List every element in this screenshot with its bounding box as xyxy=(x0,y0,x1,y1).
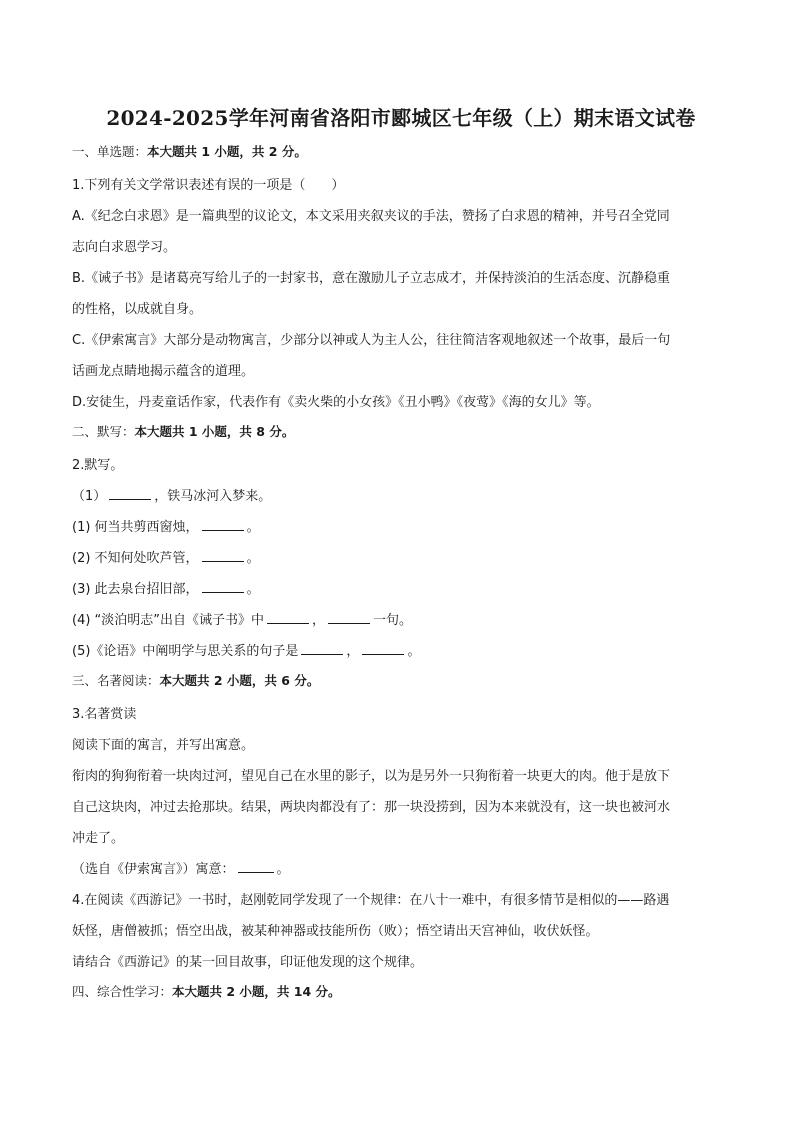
fable-text xyxy=(72,761,730,854)
section-header-2 xyxy=(72,422,730,442)
dictation-item-prefix: （1） xyxy=(72,489,107,504)
dictation-item-separator: ， xyxy=(346,644,360,659)
question-4-line-2: 妖怪，唐僧被抓；悟空出战，被某种神器或技能所伤（败）；悟空请出天宫神仙，收伏妖怪。 xyxy=(72,924,599,939)
section-header-1 xyxy=(72,142,730,162)
question-4-prompt: 请结合《西游记》的某一回目故事，印证他发现的这个规律。 xyxy=(72,955,424,970)
page-title: 2024-2025学年河南省洛阳市郾城区七年级（上）期末语文试卷 xyxy=(106,106,696,130)
fable-source-suffix: 。 xyxy=(276,862,290,877)
section-name: 三、名著阅读： xyxy=(72,673,160,688)
fable-line-1: 衔肉的狗狗衔着一块肉过河，望见自己在水里的影子，以为是另外一只狗衔着一块更大的肉。他于是放下 xyxy=(72,769,671,784)
option-b-line-1: B.《诫子书》是诸葛亮写给儿子的一封家书，意在激励儿子立志成才，并保持淡泊的生活态度、沉静稳重 xyxy=(72,271,671,286)
option-d: D.安徒生，丹麦童话作家，代表作有《卖火柴的小女孩》《丑小鸭》《夜莺》《海的女儿》等。 xyxy=(72,395,600,410)
fable-line-2: 自己这块肉，冲过去抢那块。结果，两块肉都没有了：那一块没捞到，因为本来就没有，这一块也被河水 xyxy=(72,800,671,815)
option-a-line-1: A.《纪念白求恩》是一篇典型的议论文，本文采用夹叙夹议的手法，赞扬了白求恩的精神，并号召全党同 xyxy=(72,209,670,224)
dictation-item-suffix: 。 xyxy=(246,551,260,566)
option-c-line-2: 话画龙点睛地揭示蕴含的道理。 xyxy=(72,364,255,379)
dictation-item-suffix: 。 xyxy=(407,644,421,659)
dictation-item-suffix: 。 xyxy=(246,582,260,597)
option-c xyxy=(72,325,730,387)
section-desc: 本大题共 2 小题，共 14 分。 xyxy=(172,984,341,999)
dictation-item-prefix: (4) “淡泊明志”出自《诫子书》中 xyxy=(72,613,265,628)
answer-blank[interactable] xyxy=(301,640,343,655)
question-3-stem: 3.名著赏读 xyxy=(72,707,137,722)
answer-blank[interactable] xyxy=(202,547,244,562)
answer-blank[interactable] xyxy=(202,516,244,531)
answer-blank[interactable] xyxy=(202,578,244,593)
section-name: 一、单选题： xyxy=(72,144,148,159)
dictation-item-prefix: (5)《论语》中阐明学与思关系的句子是 xyxy=(72,644,299,659)
dictation-item-prefix: (3) 此去泉台招旧部， xyxy=(72,582,199,597)
dictation-item-suffix: ，铁马冰河入梦来。 xyxy=(154,489,272,504)
option-a xyxy=(72,201,730,263)
dictation-item-prefix: (1) 何当共剪西窗烛， xyxy=(72,520,199,535)
dictation-item-prefix: (2) 不知何处吹芦管， xyxy=(72,551,199,566)
answer-blank[interactable] xyxy=(109,485,151,500)
question-4-line-1: 4.在阅读《西游记》一书时，赵刚乾同学发现了一个规律：在八十一难中，有很多情节是相似的——路遇 xyxy=(72,893,670,908)
answer-blank[interactable] xyxy=(238,858,274,873)
question-4 xyxy=(72,885,730,947)
question-3-instruction: 阅读下面的寓言，并写出寓意。 xyxy=(72,738,255,753)
option-b xyxy=(72,263,730,325)
fable-source-label: （选自《伊索寓言》）寓意： xyxy=(72,862,235,877)
answer-blank[interactable] xyxy=(362,640,404,655)
dictation-item-4 xyxy=(72,605,730,636)
section-name: 四、综合性学习： xyxy=(72,984,173,999)
fable-line-3: 冲走了。 xyxy=(72,831,125,846)
dictation-item-separator: ， xyxy=(312,613,326,628)
section-desc: 本大题共 2 小题，共 6 分。 xyxy=(159,673,320,688)
section-desc: 本大题共 1 小题，共 2 分。 xyxy=(147,144,307,159)
dictation-item-suffix: 一句。 xyxy=(373,613,413,628)
answer-blank[interactable] xyxy=(328,609,370,624)
fable-source xyxy=(72,854,730,885)
dictation-item-3 xyxy=(72,574,730,605)
dictation-item-2 xyxy=(72,543,730,574)
section-desc: 本大题共 1 小题，共 8 分。 xyxy=(134,424,295,439)
dictation-item-suffix: 。 xyxy=(246,520,260,535)
dictation-item-0 xyxy=(72,481,730,512)
option-c-line-1: C.《伊索寓言》大部分是动物寓言，少部分以神或人为主人公，往往简洁客观地叙述一个故事，最后一句 xyxy=(72,333,671,348)
section-header-4 xyxy=(72,982,730,1002)
option-b-line-2: 的性格，以成就自身。 xyxy=(72,302,203,317)
answer-blank[interactable] xyxy=(267,609,309,624)
section-name: 二、默写： xyxy=(72,424,135,439)
option-a-line-2: 志向白求恩学习。 xyxy=(72,240,177,255)
section-header-3 xyxy=(72,671,730,691)
question-1-stem: 1.下列有关文学常识表述有误的一项是（ ） xyxy=(72,178,345,193)
dictation-item-5 xyxy=(72,636,730,667)
question-2-stem: 2.默写。 xyxy=(72,458,124,473)
dictation-item-1 xyxy=(72,512,730,543)
